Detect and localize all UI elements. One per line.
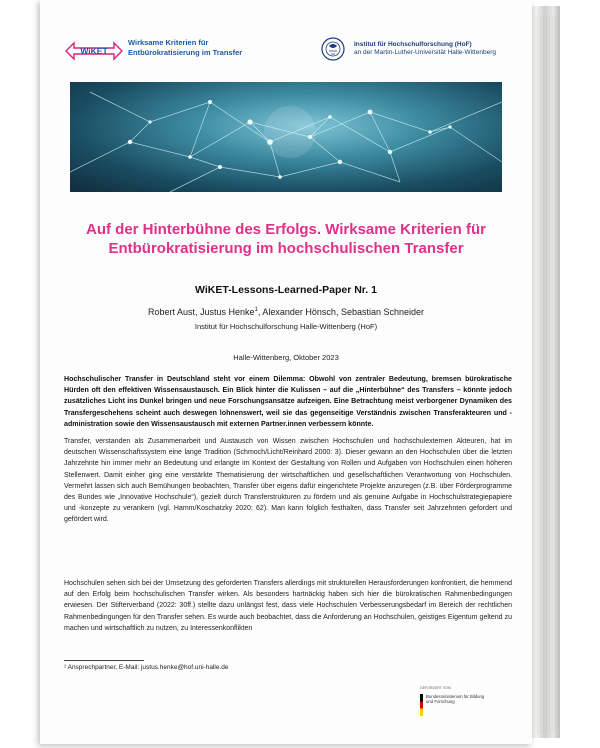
wiket-logo-text: WiKET [80,46,108,56]
funder-label: GEFÖRDERT VOM [420,686,451,690]
hof-name-line1: Institut für Hochschulforschung (HoF) [354,41,472,48]
paper-series: WiKET-Lessons-Learned-Paper Nr. 1 [195,284,377,296]
funder-logo [420,686,490,730]
funder-name: Bundesministerium für Bildung und Forschung [426,694,485,704]
author-list [70,307,502,317]
wiket-tagline [128,38,242,58]
authors-part1: Robert Aust, Justus Henke [147,307,255,317]
cover-page [40,0,532,744]
authors-part2: , Alexander Hönsch, Sebastian Schneider [257,307,424,317]
body-paragraph-1: Transfer, verstanden als Zusammenarbeit und Austausch von Wissen zwischen Hochschulen und hochschulexternen Akteuren, hat im deutschen Wissenschaftssystem eine lange Tradition (Schmoch/Licht/Reinhard 2000: 3). Dieser gewann an den Hochschulen über die letzten Jahrzehnte hin immer mehr an Bedeutung und erlangte im Kontext der Gestaltung von Rollen und Aufgaben von Hochschulen einen höheren Stellenwert. Damit einher ging eine verstärkte Thematisierung der wirtschaftlichen und gesellschaftlichen Verantwortung von Hochschulen. Vermehrt lassen sich auch Bemühungen beobachten, Transfer über eigens dafür eingerichtete Projekte anzuregen (z.B. über Förderprogramme des Bundes wie „Innovative Hochschule“), gezielt durch Transferstrukturen zu fördern und als genuine Aufgabe in Hochschulstrategiepapiere und -konzepte zu verankern (vgl. Hamm/Koschatzky 2020: 62). Man kann folglich festhalten, dass Transfer seit Jahrzehnten gefordert und gefördert wird. [64,438,512,524]
book [40,0,560,744]
wiket-logo-icon [64,38,124,64]
paper-title: Auf der Hinterbühne des Erfolgs. Wirksame Kriterien für Entbürokratisierung im hochschulischen Transfer [86,221,486,257]
footnote-divider [64,660,144,661]
wiket-tagline-line2: Entbürokratisierung im Transfer [128,48,243,57]
institution: Institut für Hochschulforschung Halle-Wittenberg (HoF) [194,322,378,331]
network-hero-image [70,82,502,192]
dateline: Halle-Wittenberg, Oktober 2023 [233,353,339,362]
abstract: Hochschulischer Transfer in Deutschland steht vor einem Dilemma: Obwohl von zentraler Bedeutung, bremsen bürokratische Hürden oft den effektiven Wissensaustausch. Ein Blick hinter die Kulissen – auf die „Hinterbühne“ des Transfers – könnte jedoch zusätzliches Licht ins Dunkel bringen und neue Forschungsansätze aufzeigen. Eine Betrachtung meist verborgener Dynamiken des Transfergeschehens scheint auch deswegen lohnenswert, weil sie das gegenseitige Verständnis zwischen Transferakteuren und -administration sowie den Wissensaustausch mit externen Partner.innen verbessern könnte. [64,375,512,428]
hof-seal-icon [320,36,350,62]
body-paragraph-2: Hochschulen sehen sich bei der Umsetzung des geforderten Transfers allerdings mit strukturellen Herausforderungen konfrontiert, die hemmend auf den Erfolg beim hochschulischen Transfer wirken. Als besonders hartnäckig haben sich hier die bürokratischen Rahmenbedingungen erwiesen. Der Stifterverband (2022: 30ff.) stellte dazu unlängst fest, dass viele Hochschulen Verbesserungsbedarf im Bereich der rechtlichen Rahmenbedingungen für den Transfer sehen. Es wurde auch beobachtet, dass die Anforderung an Hochschulen, geistiges Eigentum geltend zu machen und wirtschaftlich zu nutzen, zu Interessenkonflikten [64,580,512,632]
footnote-marker: 1 [254,307,258,313]
footnote: ¹ Ansprechpartner, E-Mail: justus.henke@hof.uni-halle.de [64,664,229,671]
german-flag-icon [420,694,423,716]
hof-name-line2: an der Martin-Luther-Universität Halle-Wittenberg [354,49,496,56]
hof-name [354,41,496,57]
header [40,0,532,72]
wiket-tagline-line1: Wirksame Kriterien für [128,38,209,47]
